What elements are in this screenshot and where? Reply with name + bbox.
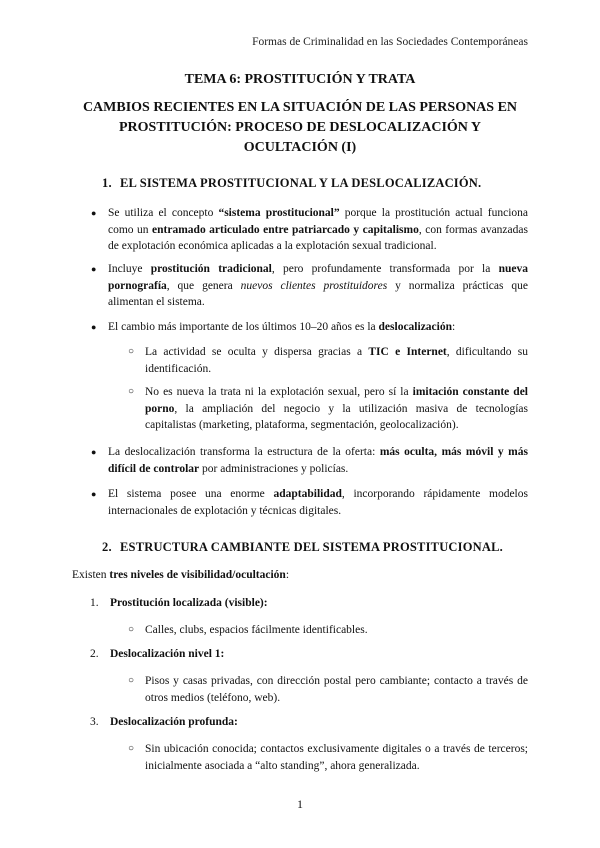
subtitle-line: PROSTITUCIÓN: PROCESO DE DESLOCALIZACIÓN Y — [119, 120, 481, 135]
text-run: , dificultando su identificación. — [145, 346, 528, 375]
bullet-item — [91, 486, 528, 519]
bold-run: imitación constante del porno — [145, 386, 528, 415]
text-run: : — [285, 569, 290, 581]
section-heading-2 — [102, 540, 503, 555]
document-subtitle — [72, 98, 528, 158]
section-number: 1. — [102, 176, 112, 190]
level-number: 3. — [90, 716, 99, 728]
level-detail: Sin ubicación conocida; contactos exclusivamente digitales o a través de terceros; inicialmente asociada a “alto standing”, ahora generalizada. — [145, 743, 528, 772]
text-run: por administraciones y policías. — [199, 462, 349, 475]
section-title: EL SISTEMA PROSTITUCIONAL Y LA DESLOCALIZACIÓN. — [120, 176, 482, 190]
intro-paragraph — [72, 569, 289, 581]
bold-run: adaptabilidad — [273, 488, 342, 500]
bullet-icon: ● — [91, 322, 97, 332]
bullet-icon: ● — [91, 208, 97, 218]
running-header: Formas de Criminalidad en las Sociedades Contemporáneas — [252, 36, 528, 48]
sub-bullet-item — [128, 673, 528, 706]
text-run: : — [452, 321, 456, 333]
level-detail: Calles, clubs, espacios fácilmente identificables. — [145, 624, 368, 636]
text-run: Existen — [72, 569, 110, 581]
bullet-item — [91, 319, 528, 336]
bold-run: prostitución tradicional — [150, 263, 272, 275]
text-run: , incorporando rápidamente modelos internacionales de explotación y técnicas digitales. — [108, 488, 528, 517]
sub-bullet-item — [128, 344, 528, 377]
subtitle-line: CAMBIOS RECIENTES EN LA SITUACIÓN DE LAS PERSONAS EN — [82, 100, 518, 115]
level-heading — [90, 597, 268, 609]
level-title: Prostitución localizada (visible): — [110, 597, 268, 609]
circle-bullet-icon: ○ — [128, 624, 135, 635]
bold-run: tres niveles de visibilidad/ocultación — [109, 569, 286, 581]
text-run: porque la prostitución actual funciona como un — [108, 207, 528, 236]
sub-bullet-item — [128, 622, 528, 639]
bold-run: TIC e Internet — [368, 346, 447, 358]
text-run: La actividad se oculta y dispersa gracias a — [145, 346, 369, 358]
sub-bullet-item — [128, 384, 528, 434]
level-heading — [90, 716, 238, 728]
bullet-icon: ● — [91, 264, 97, 274]
level-number: 1. — [90, 597, 99, 609]
text-run: La deslocalización transforma la estructura de la oferta: — [108, 446, 380, 458]
level-detail: Pisos y casas privadas, con dirección postal pero cambiante; contacto a través de otros medios (teléfono, web). — [145, 675, 528, 704]
text-run: , que genera — [166, 279, 241, 292]
circle-bullet-icon: ○ — [128, 675, 135, 686]
bullet-item — [91, 261, 528, 311]
level-title: Deslocalización profunda: — [110, 716, 238, 728]
circle-bullet-icon: ○ — [128, 386, 135, 397]
italic-run: nuevos clientes prostituidores — [240, 279, 388, 292]
bold-run: “sistema prostitucional” — [218, 207, 340, 219]
section-number: 2. — [102, 540, 112, 554]
text-run: El cambio más importante de los últimos 10–20 años es la — [108, 321, 379, 333]
bold-run: deslocalización — [378, 321, 452, 333]
bold-run: nueva pornografía — [108, 263, 528, 292]
text-run: , con formas avanzadas de explotación económica aplicadas a la explotación sexual tradicional. — [108, 223, 528, 252]
text-run: Incluye — [108, 263, 151, 275]
text-run: No es nueva la trata ni la explotación sexual, pero sí la — [145, 386, 413, 398]
bold-run: entramado articulado entre patriarcado y capitalismo — [152, 223, 419, 236]
text-run: , la ampliación del negocio y la utilización masiva de tecnologías capitalistas (marketing, plataforma, segmentación, geolocalización). — [145, 402, 528, 431]
circle-bullet-icon: ○ — [128, 743, 135, 754]
document-title: TEMA 6: PROSTITUCIÓN Y TRATA — [184, 72, 416, 87]
bullet-icon: ● — [91, 447, 97, 457]
text-run: Se utiliza el concepto — [108, 207, 219, 219]
level-title: Deslocalización nivel 1: — [110, 648, 225, 660]
text-run: El sistema posee una enorme — [108, 488, 274, 500]
level-heading — [90, 648, 224, 660]
bullet-icon: ● — [91, 489, 97, 499]
level-number: 2. — [90, 648, 99, 660]
text-run: y normaliza prácticas que alimentan el sistema. — [108, 279, 528, 308]
section-title: ESTRUCTURA CAMBIANTE DEL SISTEMA PROSTITUCIONAL. — [120, 540, 503, 554]
page-number: 1 — [297, 797, 303, 811]
bold-run: más oculta, más móvil y más difícil de controlar — [108, 446, 528, 475]
text-run: , pero profundamente transformada por la — [271, 263, 499, 275]
section-heading-1 — [102, 176, 481, 191]
bullet-item — [91, 444, 528, 477]
sub-bullet-item — [128, 741, 528, 774]
circle-bullet-icon: ○ — [128, 346, 135, 357]
subtitle-line: OCULTACIÓN (I) — [243, 140, 357, 155]
bullet-item — [91, 205, 528, 255]
